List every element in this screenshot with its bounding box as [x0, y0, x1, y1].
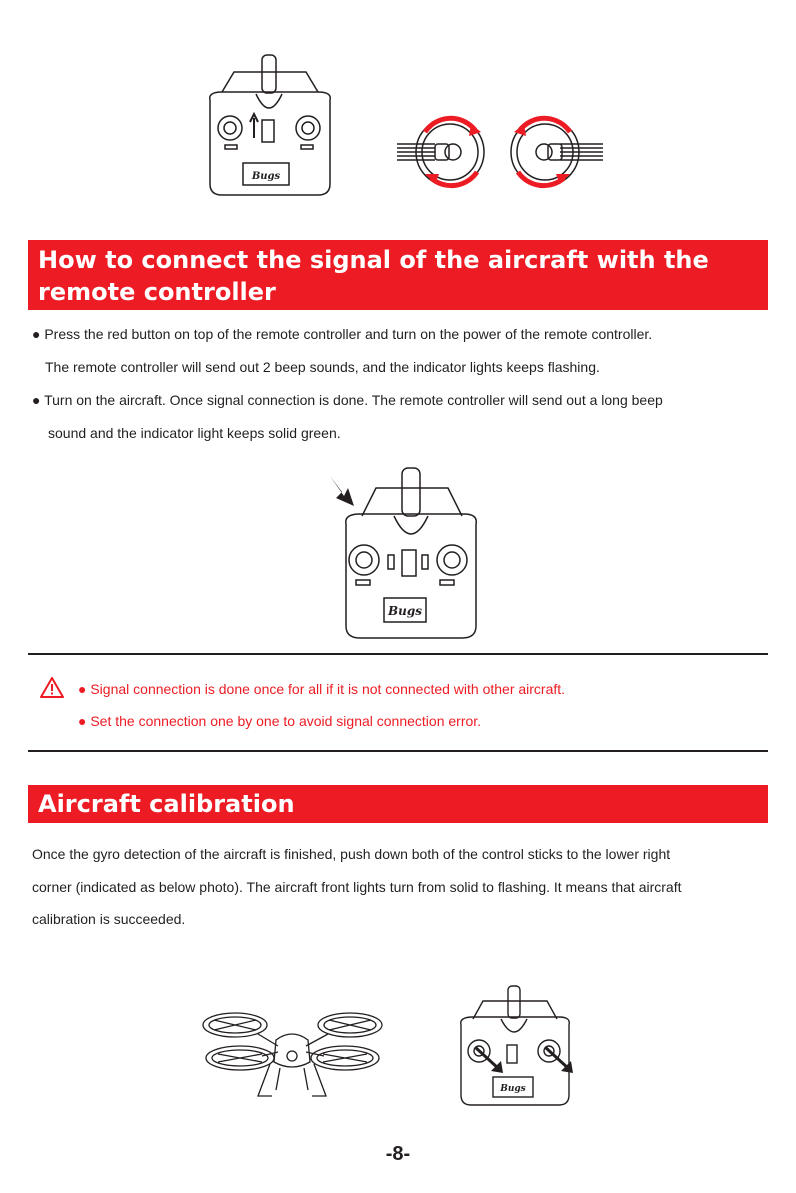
warning-bottom-rule: [28, 750, 768, 752]
controller-brand-label: Bugs: [251, 171, 281, 182]
connect-title-line1: How to connect the signal of the aircraft with the: [38, 246, 709, 274]
connect-section-banner: [28, 240, 768, 310]
connect-bullet-1: ● Press the red button on top of the remote controller and turn on the power of the remote controller.: [32, 326, 653, 342]
controller-illustration-bottom: [455, 983, 575, 1108]
controller-illustration-top: [200, 50, 340, 200]
connect-title-line2: remote controller: [38, 278, 276, 306]
connect-bullet-2: ● Turn on the aircraft. Once signal connection is done. The remote controller will send out a long beep: [32, 392, 663, 408]
left-stick-rotation-diagram: [395, 112, 485, 192]
calibration-line-2: corner (indicated as below photo). The aircraft front lights turn from solid to flashing. It means that aircraft: [32, 879, 682, 895]
warning-triangle-icon: [40, 677, 64, 698]
calibration-line-3: calibration is succeeded.: [32, 911, 186, 927]
warning-item-2: ● Set the connection one by one to avoid signal connection error.: [78, 713, 482, 729]
calibration-line-1: Once the gyro detection of the aircraft is finished, push down both of the control sticks to the lower right: [32, 846, 671, 862]
controller-brand-label: Bugs: [387, 604, 423, 618]
connect-bullet-2-continued: sound and the indicator light keeps solid green.: [48, 425, 341, 441]
calibration-section-banner: [28, 785, 768, 823]
calibration-title: Aircraft calibration: [38, 790, 295, 818]
warning-item-1: ● Signal connection is done once for all if it is not connected with other aircraft.: [78, 681, 566, 697]
controller-illustration-middle: [328, 462, 480, 642]
controller-brand-label: Bugs: [500, 1084, 526, 1094]
right-stick-rotation-diagram: [510, 112, 605, 192]
drone-illustration: [200, 1000, 385, 1105]
connect-bullet-1-continued: The remote controller will send out 2 beep sounds, and the indicator lights keeps flashing.: [45, 359, 600, 375]
warning-top-rule: [28, 653, 768, 655]
pointer-arrow-icon: [330, 476, 354, 506]
page-number: -8-: [385, 1143, 411, 1165]
